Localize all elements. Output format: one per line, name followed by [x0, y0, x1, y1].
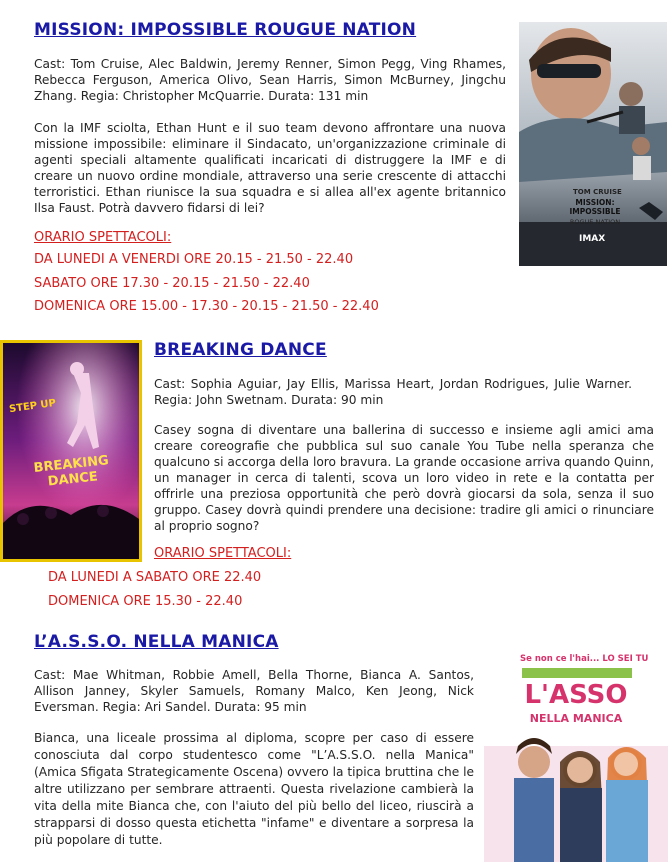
movie-2-poster-title: BREAKING DANCE	[32, 453, 110, 490]
movie-1-cast: Cast: Tom Cruise, Alec Baldwin, Jeremy Renner, Simon Pegg, Ving Rhames, Rebecca Ferguson, America Olivo, Sean Harris, Simon McBurney, Jingchu Zhang. Regia: Christopher McQuarrie. Durata: 131 min	[34, 57, 506, 103]
movie-1-schedule-line: DOMENICA ORE 15.00 - 17.30 - 20.15 - 21.50 - 22.40	[34, 299, 379, 314]
movie-1-plot: Con la IMF sciolta, Ethan Hunt e il suo team devono affrontare una nuova missione impossibile: eliminare il Sindacato, un'organizzazione criminale di agenti speciali altamente qualificati incaricati di distruggere la IMF e di creare un nuovo ordine mondiale, attraverso una serie crescente di attacchi terroristici. Ethan riunisce la sua squadra e si allea all'ex agente britannico Ilsa Faust. Potrà davvero fidarsi di lei?	[34, 121, 506, 215]
movie-1-poster-badge: IMAX	[579, 234, 606, 244]
movie-2-poster-art	[3, 343, 139, 559]
movie-2-poster	[0, 340, 142, 562]
movie-1-poster-top: TOM CRUISE	[573, 188, 622, 196]
movie-3-poster-subtitle: NELLA MANICA	[529, 712, 623, 725]
movie-1-poster-subtitle: ROGUE NATION	[569, 218, 621, 226]
movie-2-cast: Cast: Sophia Aguiar, Jay Ellis, Marissa Heart, Jordan Rodrigues, Julie Warner. Regia: John Swetnam. Durata: 90 min	[154, 377, 632, 407]
movie-1-poster-art	[519, 22, 667, 266]
movie-1-title[interactable]: MISSION: IMPOSSIBLE ROUGUE NATION	[34, 20, 417, 40]
movie-2-schedule-line: DA LUNEDI A SABATO ORE 22.40	[48, 570, 262, 585]
movie-1-poster	[519, 22, 667, 266]
movie-3-poster-top: Se non ce l'hai... LO SEI TU	[520, 654, 649, 664]
movie-3-poster	[484, 650, 668, 862]
movie-1-schedule-line: SABATO ORE 17.30 - 20.15 - 21.50 - 22.40	[34, 276, 310, 291]
movie-2-title[interactable]: BREAKING DANCE	[154, 340, 327, 360]
movie-2-poster-top: STEP UP	[8, 397, 57, 416]
movie-1-schedule-label: ORARIO SPETTACOLI:	[34, 230, 172, 245]
movie-3-poster-title: L'ASSO	[524, 680, 628, 710]
movie-1-schedule-line: DA LUNEDI A VENERDI ORE 20.15 - 21.50 - 22.40	[34, 252, 354, 267]
movie-2-plot: Casey sogna di diventare una ballerina di successo e insieme agli amici ama creare coreografie che pubblica sul suo canale You Tube nella speranza che qualcuno si accorga della loro bravura. La grande occasione arriva quando Quinn, un manager in cerca di talenti, scova un loro video in rete e la contatta per offrirle una preziosa opportunità che però dovrà giocarsi da sola, senza il suo gruppo. Casey dovrà quindi prendere una decisione: tradire gli amici o rinunciare al proprio sogno?	[154, 423, 655, 533]
movie-3-cast: Cast: Mae Whitman, Robbie Amell, Bella Thorne, Bianca A. Santos, Allison Janney, Skyler Samuels, Romany Malco, Ken Jeong, Nick Eversman. Regia: Ari Sandel. Durata: 95 min	[34, 668, 474, 714]
movie-1-poster-title: MISSION: IMPOSSIBLE	[569, 198, 621, 216]
movie-3-title[interactable]: L’A.S.S.O. NELLA MANICA	[34, 632, 279, 652]
movie-3-plot: Bianca, una liceale prossima al diploma, scopre per caso di essere conosciuta dal corpo studentesco come "L’A.S.S.O. nella Manica" (Amica Sfigata Strategicamente Oscena) ovvero la tipica bruttina che le altre utilizzano per sembrare attraenti. Questa rivelazione cambierà la vita della mite Bianca che, con l'aiuto del più bello del liceo, riuscirà a strapparsi di dosso questa etichetta "infame" e diventare a sorpresa la più popolare di tutte.	[34, 731, 474, 847]
movie-2-schedule-label: ORARIO SPETTACOLI:	[154, 546, 292, 561]
movie-2-schedule-line: DOMENICA ORE 15.30 - 22.40	[48, 594, 243, 609]
